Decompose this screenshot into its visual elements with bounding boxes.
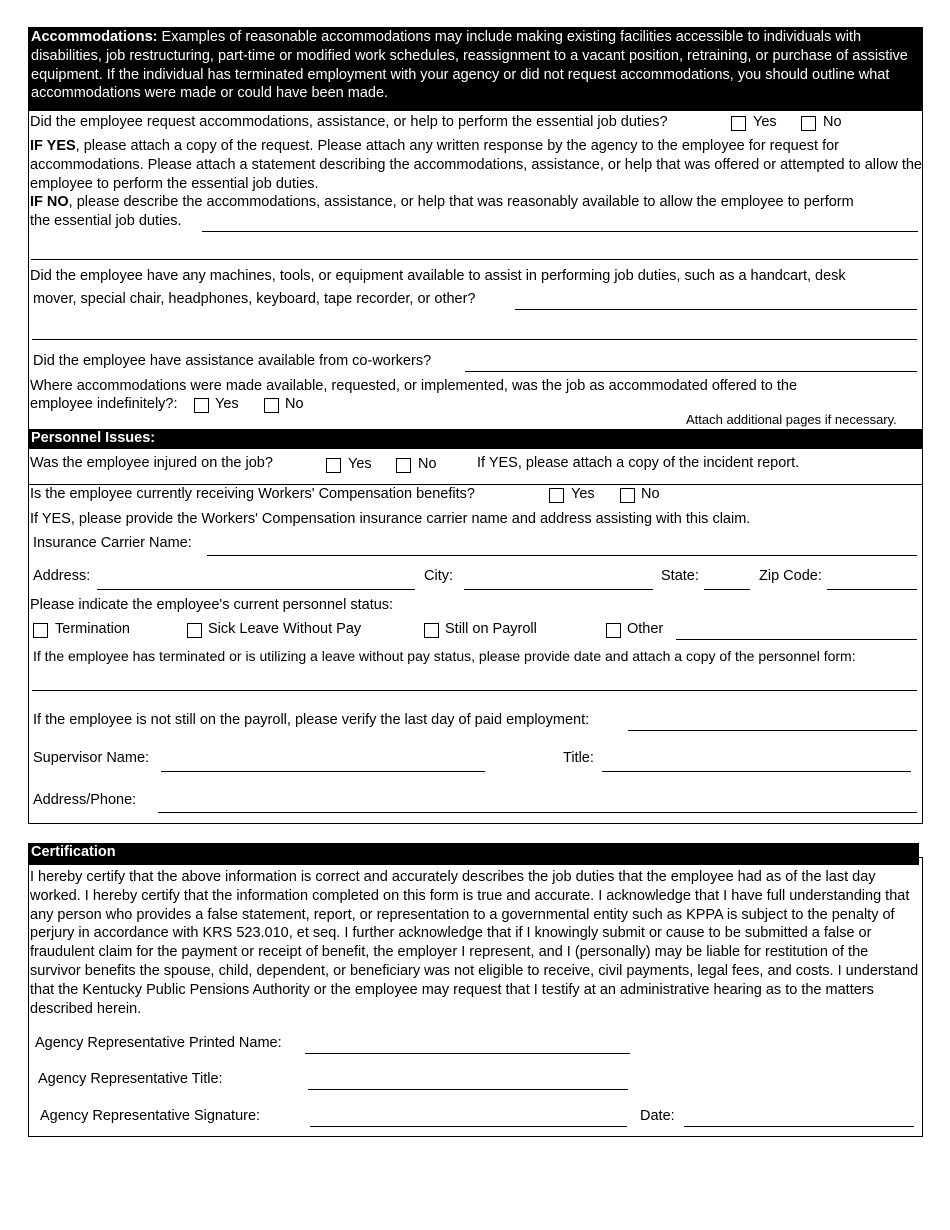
carrier-line[interactable]	[207, 555, 917, 556]
comp-yes-label: Yes	[571, 486, 595, 502]
attach-note: Attach additional pages if necessary.	[686, 412, 897, 427]
coworkers-question: Did the employee have assistance available from co-workers?	[33, 353, 432, 369]
supervisor-line[interactable]	[161, 771, 485, 772]
date-line[interactable]	[684, 1126, 914, 1127]
status-prompt: Please indicate the employee's current personnel status:	[30, 597, 394, 613]
terminated-line[interactable]	[32, 690, 917, 691]
injured-no-label: No	[418, 456, 437, 472]
if-no-line-2: the essential job duties.	[30, 213, 182, 229]
status-termination-checkbox[interactable]	[33, 623, 48, 638]
if-no-line-1	[30, 193, 854, 211]
if-yes-text: , please attach a copy of the request. Please attach any written response by the agency to the employee for request for accommodations. Please attach a statement describing the accommodations, assistance, or help that was offered or attempted to allow the employee to perform the essential job duties.	[30, 138, 922, 192]
printed-name-line[interactable]	[305, 1053, 630, 1054]
city-label: City:	[424, 568, 453, 584]
injured-yes-label: Yes	[348, 456, 372, 472]
if-no-answer-line-1[interactable]	[202, 231, 918, 232]
injured-yes-checkbox[interactable]	[326, 458, 341, 473]
if-no-text-1: , please describe the accommodations, assistance, or help that was reasonably available to allow the employee to perform	[68, 194, 854, 210]
address-line[interactable]	[97, 589, 415, 590]
status-other-label: Other	[627, 621, 664, 637]
personnel-heading: Personnel Issues:	[31, 430, 156, 446]
personnel-header	[28, 429, 923, 449]
payroll-line[interactable]	[628, 730, 917, 731]
printed-name-label: Agency Representative Printed Name:	[35, 1035, 282, 1051]
status-termination-label: Termination	[55, 621, 130, 637]
comp-no-checkbox[interactable]	[620, 488, 635, 503]
signature-line[interactable]	[310, 1126, 627, 1127]
date-label: Date:	[640, 1108, 675, 1124]
comp-yes-checkbox[interactable]	[549, 488, 564, 503]
machines-answer-line-2[interactable]	[32, 339, 917, 340]
status-sick-leave-checkbox[interactable]	[187, 623, 202, 638]
comp-no-label: No	[641, 486, 660, 502]
terminated-prompt: If the employee has terminated or is utilizing a leave without pay status, please provide date and attach a copy of the personnel form:	[33, 648, 856, 664]
coworkers-answer-line[interactable]	[465, 371, 917, 372]
status-payroll-label: Still on Payroll	[445, 621, 537, 637]
indefinite-no-checkbox[interactable]	[264, 398, 279, 413]
rep-title-line[interactable]	[308, 1089, 628, 1090]
address-phone-line[interactable]	[158, 812, 917, 813]
accommodations-header	[28, 27, 923, 111]
indefinite-yes-checkbox[interactable]	[194, 398, 209, 413]
signature-label: Agency Representative Signature:	[40, 1108, 261, 1124]
zip-label: Zip Code:	[759, 568, 822, 584]
certification-heading: Certification	[31, 844, 116, 860]
comp-note: If YES, please provide the Workers' Compensation insurance carrier name and address assisting with this claim.	[30, 511, 751, 527]
state-label: State:	[661, 568, 699, 584]
indefinite-yes-label: Yes	[215, 396, 239, 412]
injured-question: Was the employee injured on the job?	[30, 455, 273, 471]
injured-no-checkbox[interactable]	[396, 458, 411, 473]
zip-line[interactable]	[827, 589, 917, 590]
request-yes-checkbox[interactable]	[731, 116, 746, 131]
certification-text: I hereby certify that the above information is correct and accurately describes the job duties that the employee had as of the last day worked. I hereby certify that the information completed on this form is true and accurate. I acknowledge that I have full understanding that any person who provides a false statement, report, or representation to a governmental entity such as KPPA is subject to the penalty of perjury in accordance with KRS 523.010, et seq. I further acknowledge that if I knowingly submit or cause to be submitted a false or fraudulent claim for the payment or receipt of benefit, the employer I represent, and I (personally) may be liable for restitution of the survivor benefits the spouse, child, dependent, or beneficiary was not eligible to receive, civil payments, legal fees, and costs. I understand that the Kentucky Public Pensions Authority or the employee may request that I testify at an administrative hearing as to the matters described herein.	[30, 869, 919, 1017]
rep-title-label: Agency Representative Title:	[38, 1071, 223, 1087]
indefinite-question-2: employee indefinitely?:	[30, 396, 178, 412]
accommodations-heading: Accommodations:	[31, 29, 158, 45]
machines-answer-line-1[interactable]	[515, 309, 917, 310]
if-yes-label: IF YES	[30, 138, 76, 154]
payroll-prompt: If the employee is not still on the payroll, please verify the last day of paid employment:	[33, 712, 590, 728]
machines-question-2: mover, special chair, headphones, keyboard, tape recorder, or other?	[33, 291, 476, 307]
certification-header	[28, 843, 919, 865]
workers-comp-question: Is the employee currently receiving Workers' Compensation benefits?	[30, 486, 475, 502]
address-label: Address:	[33, 568, 91, 584]
status-sick-leave-label: Sick Leave Without Pay	[208, 621, 362, 637]
request-no-label: No	[823, 114, 842, 130]
address-phone-label: Address/Phone:	[33, 792, 137, 808]
indefinite-no-label: No	[285, 396, 304, 412]
request-yes-label: Yes	[753, 114, 777, 130]
carrier-label: Insurance Carrier Name:	[33, 535, 192, 551]
if-no-label: IF NO	[30, 194, 69, 210]
machines-question-1: Did the employee have any machines, tools, or equipment available to assist in performing job duties, such as a handcart, desk	[30, 268, 846, 284]
accommodations-intro: Examples of reasonable accommodations may include making existing facilities accessible to individuals with disabilities, job restructuring, part-time or modified work schedules, reassignment to a vacant position, retraining, or purchase of assistive equipment. If the individual has terminated employment with your agency or did not request accommodations, you should outline what accommodations were made or could have been made.	[31, 29, 908, 102]
state-line[interactable]	[704, 589, 750, 590]
supervisor-title-label: Title:	[563, 750, 594, 766]
status-other-checkbox[interactable]	[606, 623, 621, 638]
supervisor-title-line[interactable]	[602, 771, 911, 772]
status-payroll-checkbox[interactable]	[424, 623, 439, 638]
city-line[interactable]	[464, 589, 653, 590]
request-question: Did the employee request accommodations, assistance, or help to perform the essential job duties?	[30, 114, 668, 130]
if-no-answer-line-2[interactable]	[31, 259, 918, 260]
supervisor-label: Supervisor Name:	[33, 750, 150, 766]
request-no-checkbox[interactable]	[801, 116, 816, 131]
injured-note: If YES, please attach a copy of the incident report.	[477, 455, 800, 471]
indefinite-question-1: Where accommodations were made available, requested, or implemented, was the job as accommodated offered to the	[30, 378, 798, 394]
if-yes-paragraph	[30, 137, 922, 193]
status-other-line[interactable]	[676, 639, 917, 640]
